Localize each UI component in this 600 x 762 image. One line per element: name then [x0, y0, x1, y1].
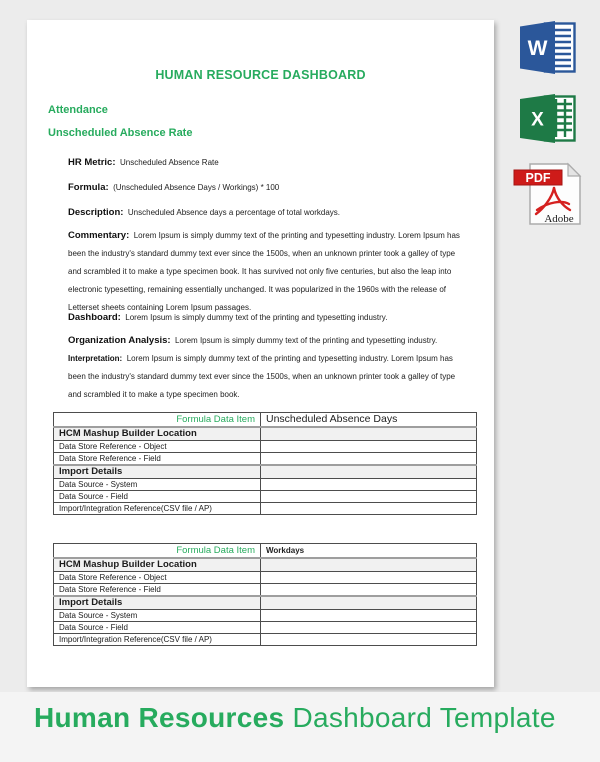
field-organization-analysis [68, 331, 466, 403]
table-header-row [54, 544, 477, 558]
row-label: Data Source - System [54, 479, 261, 491]
formula-data-table-workdays [53, 543, 477, 646]
pdf-file-icon[interactable] [512, 161, 587, 232]
field-commentary [68, 226, 466, 316]
table-section-row [54, 465, 477, 479]
field-label: HR Metric: [68, 157, 116, 168]
row-value [261, 465, 477, 479]
row-value [261, 584, 477, 596]
footer-band [0, 692, 600, 762]
metric-heading: Unscheduled Absence Rate [48, 127, 193, 139]
row-label: HCM Mashup Builder Location [54, 427, 261, 441]
table-row [54, 634, 477, 646]
row-label: Data Source - System [54, 610, 261, 622]
field-label: Commentary: [68, 230, 130, 241]
row-value [261, 479, 477, 491]
row-value [261, 503, 477, 515]
field-value: Lorem Ipsum is simply dummy text of the printing and typesetting industry. [175, 336, 438, 345]
table-row [54, 441, 477, 453]
field-value: (Unscheduled Absence Days / Workings) * 100 [113, 183, 280, 192]
table-section-row [54, 596, 477, 610]
field-value: Unscheduled Absence days a percentage of total workdays. [127, 208, 341, 217]
footer-title-bold: Human Resources [34, 702, 285, 733]
table-row [54, 479, 477, 491]
table-header-row [54, 413, 477, 427]
row-label: Data Store Reference - Object [54, 441, 261, 453]
field-value: Lorem Ipsum is simply dummy text of the printing and typesetting industry. Lorem Ipsum has been the industry's standard dummy text ever since the 1500s, when an unknown printer took a galley of type and scrambled it to make a type specimen book. It has survived not only five centuries, but also the leap into electronic typesetting, remaining essentially unchanged. It was popularized in the 1960s with the release of Letterset sheets containing Lorem Ipsum passages. [68, 231, 460, 312]
table-header-value: Unscheduled Absence Days [261, 413, 477, 427]
table-row [54, 622, 477, 634]
pdf-banner-label: PDF [525, 171, 551, 185]
table-section-row [54, 427, 477, 441]
table-row [54, 503, 477, 515]
excel-letter: X [531, 109, 544, 131]
table-row [54, 584, 477, 596]
row-value [261, 572, 477, 584]
document-title: HUMAN RESOURCE DASHBOARD [155, 68, 366, 82]
row-label: Import Details [54, 465, 261, 479]
field-value: Unscheduled Absence Rate [119, 158, 219, 167]
excel-file-icon[interactable] [520, 94, 577, 148]
document-page [27, 20, 494, 687]
table-row [54, 453, 477, 465]
row-label: Data Store Reference - Field [54, 453, 261, 465]
row-label: Import/Integration Reference(CSV file / AP) [54, 634, 261, 646]
row-value [261, 491, 477, 503]
field-dashboard [68, 308, 468, 326]
row-label: Data Source - Field [54, 622, 261, 634]
table-row [54, 610, 477, 622]
table-row [54, 572, 477, 584]
formula-data-table-absence-days [53, 412, 477, 515]
field-hr-metric [68, 153, 468, 171]
field-interpretation [68, 349, 466, 403]
field-label: Description: [68, 207, 124, 218]
row-value [261, 453, 477, 465]
field-label: Organization Analysis: [68, 335, 171, 346]
adobe-brand-label: Adobe [544, 213, 574, 225]
table-section-row [54, 558, 477, 572]
row-value [261, 441, 477, 453]
row-label: Import Details [54, 596, 261, 610]
word-letter: W [527, 37, 548, 60]
row-label: HCM Mashup Builder Location [54, 558, 261, 572]
row-value [261, 427, 477, 441]
row-label: Data Store Reference - Field [54, 584, 261, 596]
row-value [261, 610, 477, 622]
table-header-label: Formula Data Item [54, 544, 261, 558]
row-label: Data Source - Field [54, 491, 261, 503]
field-label: Dashboard: [68, 312, 121, 323]
table-header-value: Workdays [261, 544, 477, 558]
word-file-icon[interactable] [520, 21, 577, 79]
row-label: Data Store Reference - Object [54, 572, 261, 584]
field-value: Lorem Ipsum is simply dummy text of the printing and typesetting industry. Lorem Ipsum has been the industry's standard dummy text ever since the 1500s, when an unknown printer took a galley of type and scrambled it to make a type specimen book. [68, 354, 456, 399]
table-row [54, 491, 477, 503]
field-label: Interpretation: [68, 354, 123, 363]
footer-title [34, 702, 556, 734]
footer-title-rest: Dashboard Template [284, 702, 556, 733]
table-header-label: Formula Data Item [54, 413, 261, 427]
field-formula [68, 178, 468, 196]
category-heading: Attendance [48, 104, 108, 116]
row-value [261, 622, 477, 634]
row-value [261, 634, 477, 646]
field-value: Lorem Ipsum is simply dummy text of the printing and typesetting industry. [125, 313, 388, 322]
field-label: Formula: [68, 182, 109, 193]
field-description [68, 203, 468, 221]
row-value [261, 596, 477, 610]
row-value [261, 558, 477, 572]
row-label: Import/Integration Reference(CSV file / AP) [54, 503, 261, 515]
